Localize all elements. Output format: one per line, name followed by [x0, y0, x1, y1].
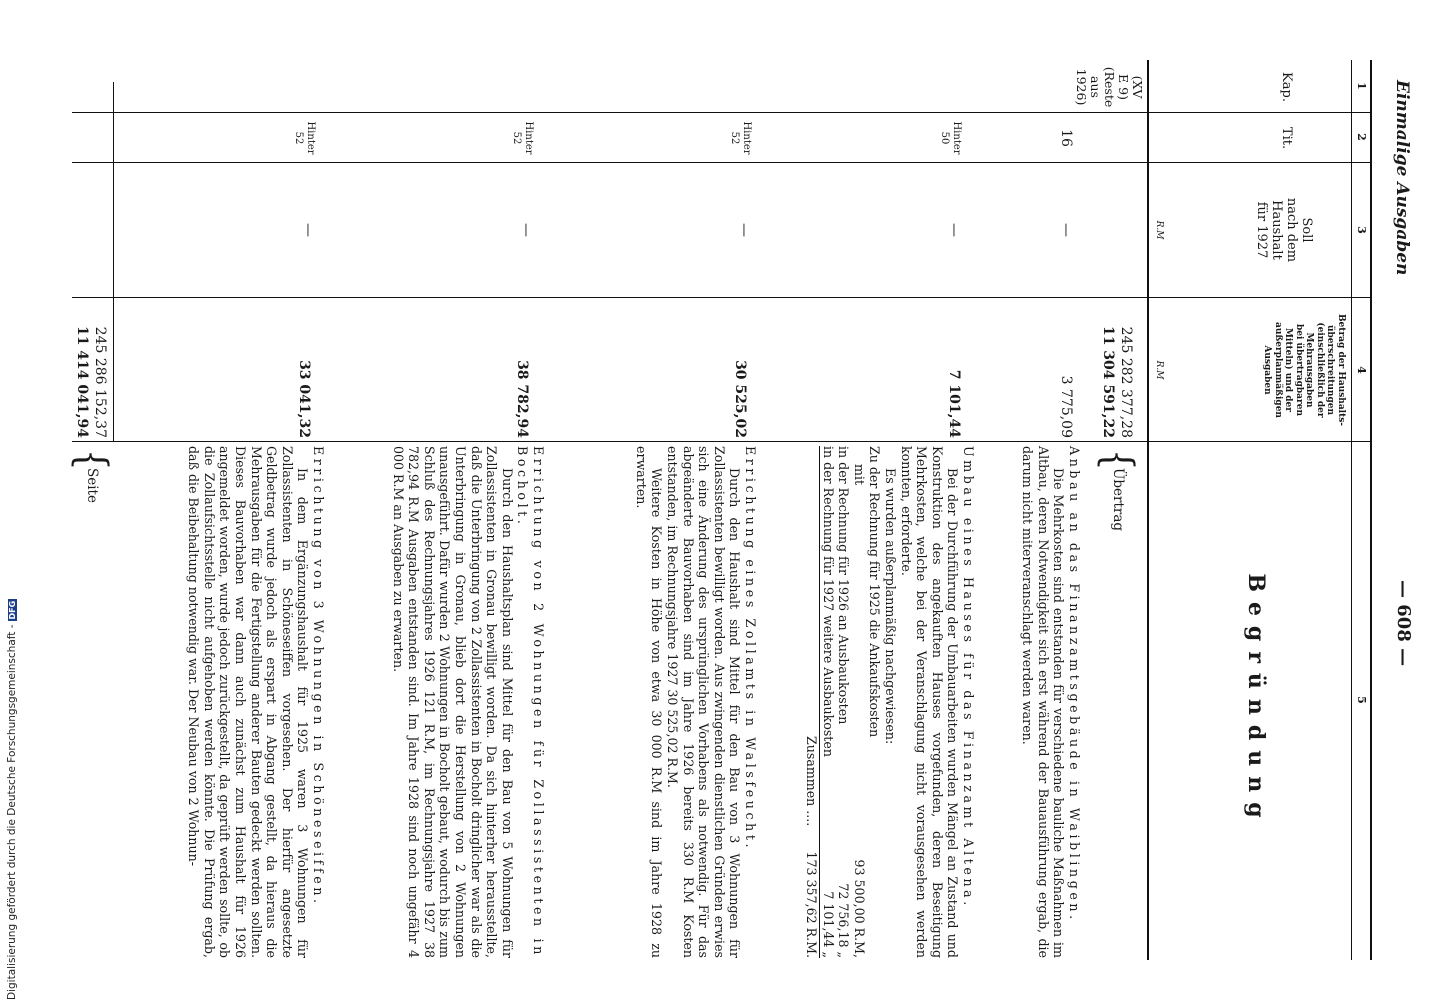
dfg-logo: DFG: [8, 600, 17, 620]
colnum-rule: [1351, 60, 1352, 960]
entry-1-soll: —: [1058, 223, 1074, 237]
entry-2-calc-value-2: 72 756,18 „: [836, 883, 852, 958]
entry-3-tit: Hinter 52: [729, 121, 752, 155]
entry-2-calc-label-3: in der Rechnung für 1927 weitere Ausbaukosten: [820, 446, 836, 757]
carry-over-label: Übertrag: [1110, 468, 1126, 532]
col-sep-2: [72, 162, 1372, 163]
entry-1-title: Anbau an das Finanzamtsgebäude in Waiblingen.: [1067, 446, 1082, 923]
page-total-amount-2: 11 414 041,94: [74, 325, 90, 438]
header-kap: Kap.: [1279, 72, 1294, 102]
col-sep-3: [72, 297, 1372, 298]
entry-4-text: [390, 446, 546, 958]
entry-5-paragraph-1: In dem Ergänzungshaushalt für 1925 waren 3 Wohnungen für Zollassistenten in Schöneseiffen vorgesehen. Der hierfür angesetzte Geldbetrag wurde jedoch als erspart in Abgang gestellt, da hieraus die Mehrausgaben für die Fertigstellung anderer Bauten gedeckt werden sollten. Dieses Bauvorhaben war dann auch zunächst zum Haushalt für 1926 angemeldet worden, wurde jedoch zurückgestellt, da geprüft werden sollte, ob die Zollaufsichtsstelle nicht aufgehoben werden könnte. Die Prüfung ergab, daß die Beibehaltung notwendig war. Der Neubau von 2 Wohnun-: [186, 446, 311, 958]
page-total-amount-1: 245 286 152,37: [92, 326, 108, 438]
page-total-brace: {: [67, 449, 115, 471]
page-total-label: Seite: [84, 468, 100, 503]
header-soll: Soll nach dem Haushalt für 1927: [1254, 197, 1314, 263]
total-rule: [113, 82, 114, 442]
header-betrag-unit: R.M: [1154, 360, 1164, 380]
col-number-2: 2: [1355, 133, 1368, 141]
entry-2-calc-label-2: in der Rechnung für 1926 an Ausbaukosten: [836, 446, 852, 725]
header-rule: [1147, 60, 1149, 960]
kap-entry: (XV E 9) (Reste aus 1926): [1074, 66, 1145, 108]
col-number-4: 4: [1355, 366, 1368, 374]
entry-3-amount: 30 525,02: [732, 360, 748, 438]
entry-2-calc-value-1: 93 500,00 R.M,: [851, 859, 867, 958]
entry-2-paragraph-3: Zu der Rechnung für 1925 die Ankaufskosten: [867, 446, 883, 738]
entry-2-text: [803, 446, 976, 958]
entry-2-calc-value-3: 7 101,44 „: [820, 891, 836, 958]
carry-over-amount-1: 245 282 377,28: [1118, 326, 1134, 438]
entry-1-paragraph: Die Mehrkosten sind entstanden für verschiedene bauliche Maßnahmen im Altbau, deren Notwendigkeit sich erst während der Bauausführung ergab, die darum nicht miterveranschlagt werden waren.: [1020, 446, 1067, 958]
digitization-note-text: Digitalisierung gefördert durch die Deutsche Forschungsgemeinschaft -: [6, 624, 18, 1000]
entry-3-paragraph-2: Weitere Kosten in Höhe von etwa 30 000 R.M sind im Jahre 1928 zu erwarten.: [633, 446, 665, 958]
entry-5-soll: —: [300, 223, 316, 237]
entry-2-paragraph-2: Es wurden außerplanmäßig nachgewiesen:: [883, 468, 899, 745]
entry-4-tit: Hinter 52: [511, 121, 534, 155]
entry-2-title: Umbau eines Hauses für das Finanzamt Altena.: [961, 446, 976, 909]
entry-2-total-row: [803, 446, 819, 958]
entry-5-amount: 33 041,32: [296, 360, 312, 438]
entry-1-tit: 16: [1058, 129, 1074, 147]
carry-over-brace: {: [1093, 449, 1141, 471]
col-number-3: 3: [1355, 226, 1368, 234]
entry-2-soll: —: [946, 223, 962, 237]
entry-2-amount: 7 101,44: [946, 369, 962, 438]
header-left: Einmalige Ausgaben: [1392, 80, 1412, 276]
col-number-5: 5: [1355, 696, 1368, 704]
entry-2-calc-label-1: mit: [851, 464, 867, 486]
entry-2-total-value: 173 357,62 R.M.: [804, 851, 820, 958]
entry-1-amount: 3 775,09: [1058, 375, 1074, 438]
header-betrag: Betrag der Haushalts- überschreitungen (einschließlich der Mehrausgaben bei übertragbaren Mitteln) und der außerplanmäßigen Ausgaben: [1262, 313, 1346, 427]
entry-2-calc-row-2: [836, 446, 852, 958]
header-soll-unit: R.M: [1154, 220, 1164, 240]
entry-3-soll: —: [736, 223, 752, 237]
entry-5-tit: Hinter 52: [293, 121, 316, 155]
header-tit: Tit.: [1279, 126, 1294, 150]
entry-3-title: Errichtung eines Zollamts in Walsfeucht.: [743, 446, 758, 852]
entry-5-text: [186, 446, 326, 958]
entry-4-paragraph-1: Durch den Haushaltsplan sind Mittel für den Bau von 5 Wohnungen für Zollassistenten in Gronau bewilligt worden. Da sich hinterher herausstellte, daß die Unterbringung von 2 Zollassistenten in Bocholt dringlicher war als die Unterbringung in Gronau, blieb dort die Herstellung von 2 Wohnungen unausgeführt. Dafür wurden 2 Wohnungen in Bocholt gebaut, wodurch bis zum Schluß des Rechnungsjahres 1926 121 R.M, im Rechnungsjahre 1927 38 782,94 R.M Ausgaben entstanden sind. Im Jahre 1928 sind noch ungefähr 4 000 R.M an Ausgaben zu erwarten.: [390, 446, 515, 958]
entry-3-paragraph-1: Durch den Haushalt sind Mittel für den Bau von 3 Wohnungen für Zollassistenten bewilligt worden. Aus zwingenden dienstlichen Gründen erwies sich eine Änderung des ursprünglichen Vorhabens als notwendig. Für das abgeänderte Bauvorhaben sind im Jahre 1926 bereits 330 R.M Kosten entstanden, im Rechnungsjahre 1927 30 525,02 R.M.: [665, 446, 743, 958]
entry-4-amount: 38 782,94: [514, 360, 530, 438]
entry-3-text: [633, 446, 758, 958]
entry-1-text: [1020, 446, 1082, 958]
entry-2-calc-row-1: [851, 446, 867, 958]
page-number: — 608 —: [1393, 580, 1414, 667]
entry-2-total-label: Zusammen ....: [804, 736, 820, 827]
carry-over-amount-2: 11 304 591,22: [1100, 325, 1116, 438]
entry-2-tit: Hinter 50: [939, 121, 962, 155]
entry-2-paragraph-1: Bei der Durchführung der Umbauarbeiten wurden Mängel an Zustand und Konstruktion des angekauften Hauses vorgefunden, deren Beseitigung Mehrkosten, welche bei der Veranschlagung nicht vorausgesehen werden konnten, erforderte.: [898, 446, 961, 958]
col-sep-4: [72, 441, 1372, 442]
entry-5-title: Errichtung von 3 Wohnungen in Schöneseiffen.: [311, 446, 326, 907]
digitization-note: [6, 600, 20, 1000]
entry-4-title: Errichtung von 2 Wohnungen für Zollassistenten in Bocholt.: [515, 446, 546, 958]
header-begruendung: Begründung: [1243, 573, 1269, 828]
col-number-1: 1: [1355, 82, 1368, 90]
entry-4-soll: —: [518, 223, 534, 237]
top-rule: [1370, 60, 1372, 960]
entry-2-calc-row-3: [819, 446, 836, 958]
col-sep-1: [72, 112, 1372, 113]
